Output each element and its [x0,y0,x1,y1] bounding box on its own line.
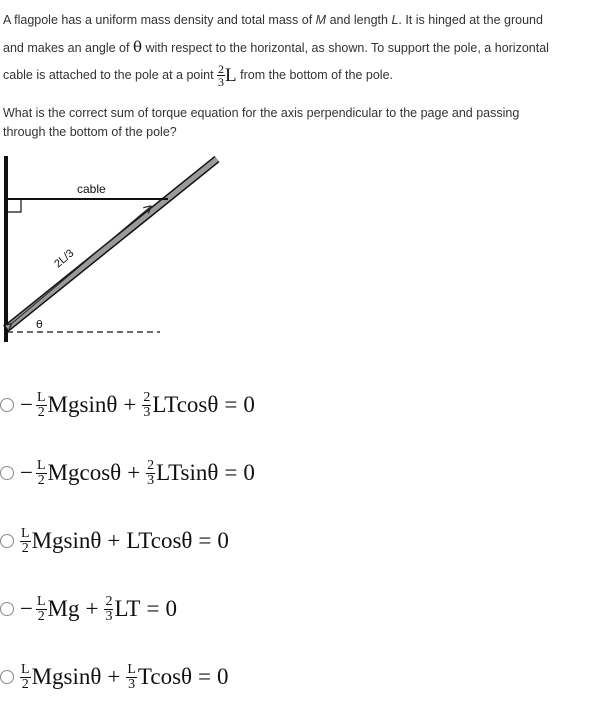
fraction-numerator: L [36,389,46,405]
two-thirds-fraction [217,63,225,88]
option-2-equation [20,459,255,488]
right-hand-side: 0 [243,460,255,485]
problem-statement [3,7,603,89]
term: Mgsinθ [31,528,102,553]
length-dimension-arrow [10,207,150,325]
term: LT [114,596,141,621]
fraction [36,459,47,488]
length-variable: L [391,13,399,27]
fraction-denominator: 3 [147,472,155,488]
question-text [3,104,603,142]
length-variable: L [225,65,237,87]
minus-sign: − [20,460,33,485]
term: Mgsinθ [31,664,102,689]
term: LTsinθ [156,460,219,485]
term: LTcosθ [152,392,219,417]
equals-sign: = [224,460,238,485]
prompt-text: and length [326,13,392,27]
radio-button[interactable] [0,466,14,480]
fraction-denominator: 2 [21,540,29,556]
minus-sign: − [20,392,33,417]
right-hand-side: 0 [165,596,177,621]
fraction-numerator: 2 [147,457,155,473]
prompt-text: with respect to the horizontal, as shown. To support the pole, a horizontal [141,41,549,55]
option-5[interactable] [0,655,600,699]
option-5-equation [20,663,229,692]
term: Tcosθ [137,664,193,689]
radio-button[interactable] [0,602,14,616]
option-1[interactable] [0,383,600,427]
radio-button[interactable] [0,534,14,548]
equals-sign: = [224,392,238,417]
fraction-denominator: 2 [21,676,29,692]
prompt-line-1 [3,7,603,34]
right-angle-marker [8,199,21,212]
term: Mgsinθ [47,392,118,417]
fraction-denominator: 3 [105,608,113,624]
plus-sign: + [127,460,141,485]
cable-label: cable [77,182,106,196]
radio-button[interactable] [0,398,14,412]
prompt-text: . It is hinged at the ground [398,13,543,27]
option-1-equation [20,391,255,420]
angle-label: θ [36,318,43,331]
option-3[interactable] [0,519,600,563]
question-line-2: through the bottom of the pole? [3,125,177,139]
minus-sign: − [20,596,33,621]
fraction-numerator: L [21,661,30,677]
fraction [36,391,47,420]
fraction [104,595,113,624]
fraction-numerator: L [36,457,46,473]
fraction-denominator: 2 [37,404,45,420]
fraction-denominator: 3 [218,75,225,90]
mass-variable: M [315,13,327,27]
fraction [142,391,151,420]
plus-sign: + [85,596,99,621]
option-4-equation [20,595,177,624]
term: Mgcosθ [47,460,122,485]
prompt-text: and makes an angle of [3,41,133,55]
prompt-line-2 [3,34,603,62]
fraction-numerator: L [21,525,30,541]
length-label: 2L/3 [52,247,77,271]
equals-sign: = [198,664,212,689]
fraction-denominator: 3 [143,404,151,420]
plus-sign: + [123,392,137,417]
fraction-numerator: 2 [143,389,151,405]
prompt-text: from the bottom of the pole. [236,68,393,82]
question-line-1: What is the correct sum of torque equation for the axis perpendicular to the page and passing [3,106,520,120]
equals-sign: = [146,596,160,621]
prompt-text: cable is attached to the pole at a point [3,68,218,82]
term: LTcosθ [126,528,193,553]
equals-sign: = [198,528,212,553]
right-hand-side: 0 [217,664,229,689]
option-4[interactable] [0,587,600,631]
fraction-numerator: 2 [105,593,113,609]
flagpole-diagram [0,152,230,352]
fraction-numerator: L [127,661,136,677]
option-2[interactable] [0,451,600,495]
option-3-equation [20,527,229,556]
fraction [126,663,137,692]
plus-sign: + [107,528,121,553]
fraction [36,595,47,624]
term: Mg [47,596,80,621]
fraction-denominator: 3 [128,676,136,692]
radio-button[interactable] [0,670,14,684]
fraction [20,527,31,556]
fraction [20,663,31,692]
fraction-denominator: 2 [37,472,45,488]
fraction-numerator: 2 [218,62,225,77]
right-hand-side: 0 [217,528,229,553]
fraction-denominator: 2 [37,608,45,624]
fraction-numerator: L [36,593,46,609]
flagpole [7,159,217,328]
prompt-text: A flagpole has a uniform mass density and total mass of [3,13,316,27]
theta-symbol: θ [132,38,142,56]
fraction [146,459,155,488]
prompt-line-3 [3,62,603,89]
wall [4,156,8,342]
plus-sign: + [107,664,121,689]
right-hand-side: 0 [243,392,255,417]
